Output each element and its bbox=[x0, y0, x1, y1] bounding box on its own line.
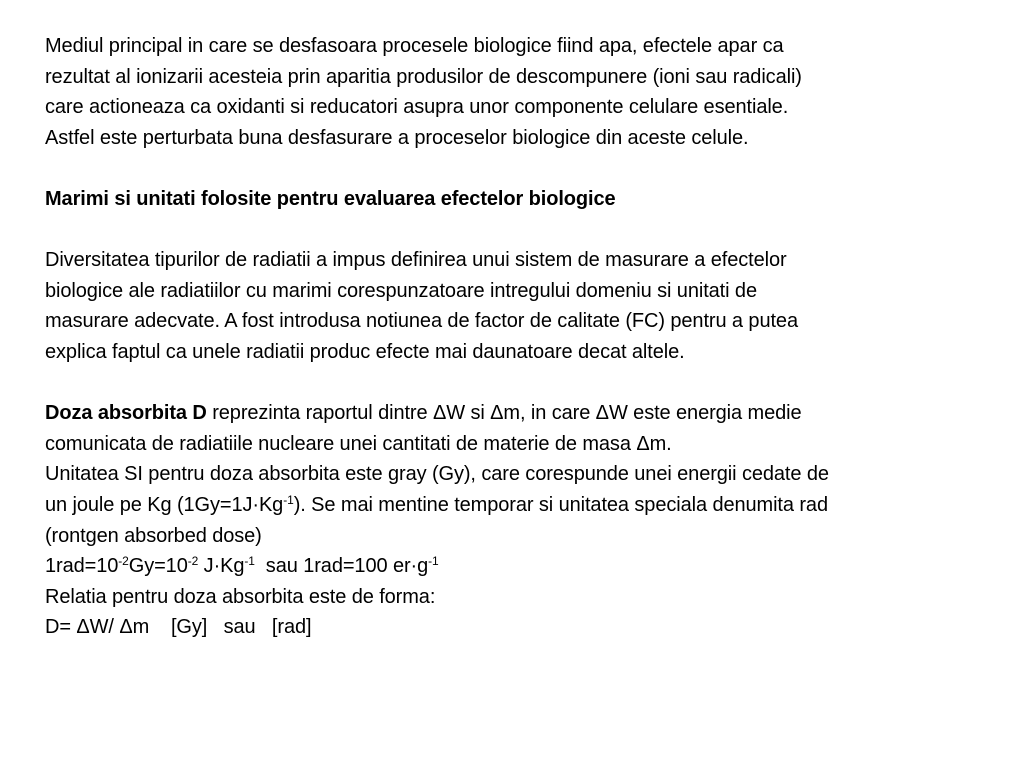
exponent: -1 bbox=[428, 553, 439, 568]
text-line: rezultat al ionizarii acesteia prin aparitia produsilor de descompunere (ioni sau radicali) bbox=[45, 65, 802, 88]
spacer bbox=[45, 153, 985, 184]
text-line: Mediul principal in care se desfasoara procesele biologice fiind apa, efectele apar ca bbox=[45, 35, 784, 57]
paragraph-diversity bbox=[45, 245, 985, 367]
spacer bbox=[45, 215, 985, 246]
text-line: Unitatea SI pentru doza absorbita este gray (Gy), care corespunde unei energii cedate de bbox=[45, 463, 829, 486]
unit-text: un joule pe Kg (1Gy=1J·Kg bbox=[45, 493, 284, 516]
dose-term: Doza absorbita D bbox=[45, 402, 207, 425]
text-line: care actioneaza ca oxidanti si reducatori asupra unor componente celulare esentiale. bbox=[45, 96, 789, 119]
paragraph-intro bbox=[45, 31, 985, 153]
unit-text: ). Se mai mentine temporar si unitatea speciala denumita rad bbox=[293, 493, 828, 516]
text-line bbox=[45, 490, 985, 521]
text-line: masurare adecvate. A fost introdusa notiunea de factor de calitate (FC) pentru a putea bbox=[45, 310, 798, 333]
exponent: -2 bbox=[118, 553, 129, 568]
text-line: Astfel este perturbata buna desfasurare a proceselor biologice din aceste celule. bbox=[45, 126, 749, 149]
conversion-line bbox=[45, 551, 985, 582]
text-line bbox=[45, 398, 985, 429]
text-line: Diversitatea tipurilor de radiatii a impus definirea unui sistem de masurare a efectelor bbox=[45, 249, 787, 272]
conversion-text: Gy=10 bbox=[128, 555, 188, 578]
dose-definition: reprezinta raportul dintre ΔW si Δm, in care ΔW este energia medie bbox=[206, 402, 802, 425]
text-line: comunicata de radiatiile nucleare unei cantitati de materie de masa Δm. bbox=[45, 432, 672, 455]
exponent: -1 bbox=[244, 553, 255, 568]
formula-line: D= ΔW/ Δm [Gy] sau [rad] bbox=[45, 616, 312, 639]
section-heading: Marimi si unitati folosite pentru evaluarea efectelor biologice bbox=[45, 187, 616, 210]
conversion-text: 1rad=10 bbox=[45, 555, 119, 578]
conversion-text: sau 1rad=100 er·g bbox=[254, 555, 429, 578]
slide-content bbox=[45, 31, 985, 643]
text-line: explica faptul ca unele radiatii produc efecte mai daunatoare decat altele. bbox=[45, 340, 685, 363]
spacer bbox=[45, 368, 985, 399]
conversion-text: J·Kg bbox=[198, 555, 245, 578]
text-line: biologice ale radiatiilor cu marimi corespunzatoare intregului domeniu si unitati de bbox=[45, 279, 757, 302]
text-line: (rontgen absorbed dose) bbox=[45, 524, 262, 547]
exponent: -2 bbox=[187, 553, 199, 568]
text-line: Relatia pentru doza absorbita este de forma: bbox=[45, 585, 436, 608]
paragraph-dose bbox=[45, 398, 985, 643]
exponent: -1 bbox=[283, 492, 294, 507]
